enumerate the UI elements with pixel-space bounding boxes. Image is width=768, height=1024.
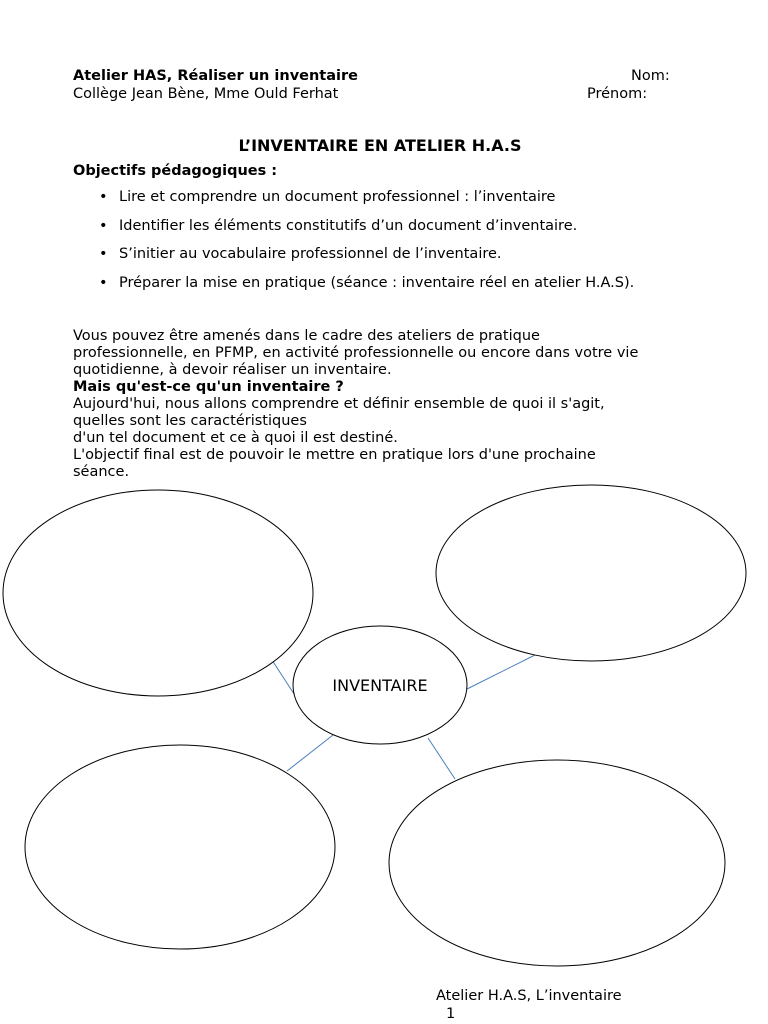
intro-line: quotidienne, à devoir réaliser un inventaire. <box>73 362 392 378</box>
page-title: L’INVENTAIRE EN ATELIER H.A.S <box>238 136 522 155</box>
mind-map-diagram <box>0 480 768 980</box>
intro-question: Mais qu'est-ce qu'un inventaire ? <box>73 379 344 395</box>
bubble-bottom-left[interactable] <box>25 745 335 949</box>
intro-line: L'objectif final est de pouvoir le mettre en pratique lors d'une prochaine <box>73 447 596 463</box>
objective-item: • S’initier au vocabulaire professionnel de l’inventaire. <box>73 244 634 273</box>
objective-item: • Lire et comprendre un document professionnel : l’inventaire <box>73 187 634 216</box>
objective-item: • Identifier les éléments constitutifs d’un document d’inventaire. <box>73 216 634 245</box>
page-number: 1 <box>446 1006 456 1022</box>
objectives-list <box>73 187 634 301</box>
header-workshop-line: Atelier HAS, Réaliser un inventaire <box>73 68 358 84</box>
intro-line: Vous pouvez être amenés dans le cadre des ateliers de pratique <box>73 328 540 344</box>
intro-line: professionnelle, en PFMP, en activité professionnelle ou encore dans votre vie <box>73 345 639 361</box>
intro-paragraph <box>73 328 713 481</box>
objective-item: • Préparer la mise en pratique (séance : inventaire réel en atelier H.A.S). <box>73 273 634 302</box>
connector-bottom-right <box>428 738 455 779</box>
intro-line: d'un tel document et ce à quoi il est destiné. <box>73 430 398 446</box>
footer <box>436 987 622 1023</box>
bubble-top-right[interactable] <box>436 485 746 661</box>
bubble-bottom-right[interactable] <box>389 760 725 966</box>
bubble-top-left[interactable] <box>3 490 313 696</box>
connector-top-right <box>467 655 535 689</box>
prenom-label: Prénom: <box>587 86 648 102</box>
header-school-line: Collège Jean Bène, Mme Ould Ferhat <box>73 86 339 102</box>
intro-line: Aujourd'hui, nous allons comprendre et définir ensemble de quoi il s'agit, <box>73 396 605 412</box>
objectives-heading: Objectifs pédagogiques : <box>73 163 278 179</box>
nom-label: Nom: <box>631 68 670 84</box>
connector-bottom-left <box>287 735 333 771</box>
center-label: INVENTAIRE <box>332 676 428 695</box>
connector-top-left <box>272 660 296 697</box>
footer-text: Atelier H.A.S, L’inventaire <box>436 988 622 1004</box>
intro-line: séance. <box>73 464 130 480</box>
intro-line: quelles sont les caractéristiques <box>73 413 307 429</box>
